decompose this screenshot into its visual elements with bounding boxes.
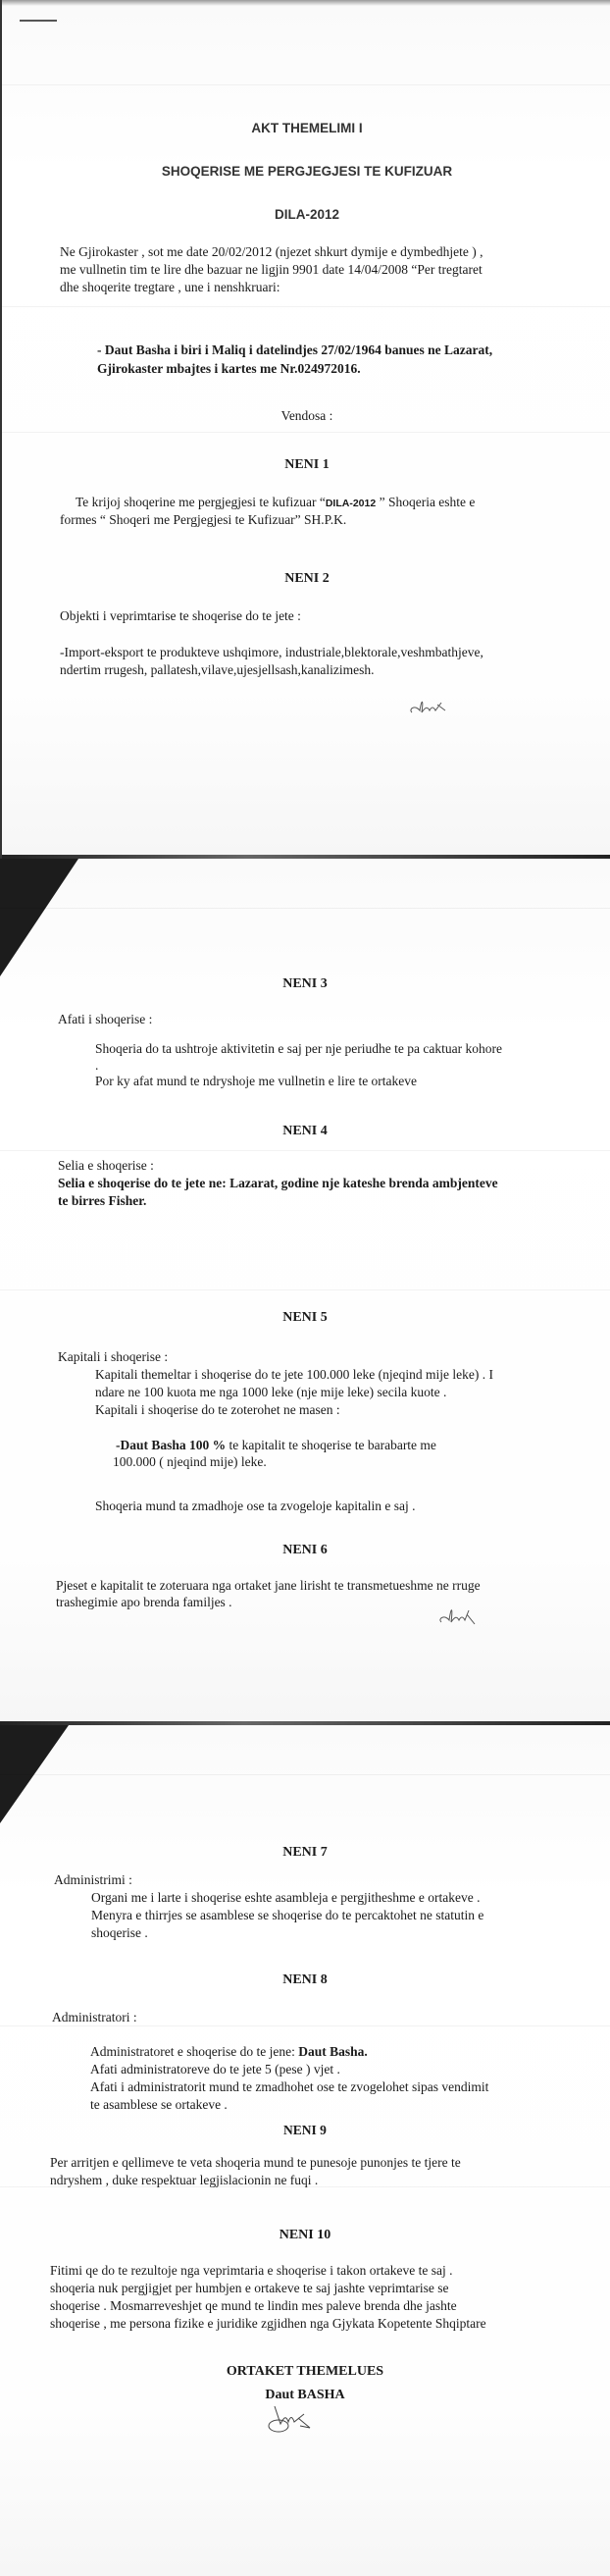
article-10-line: shoqerise . Mosmarreveshjet qe mund te lindin mes paleve brenda dhe jashte (50, 2298, 457, 2313)
share-holder: -Daut Basha 100 % (116, 1438, 227, 1452)
article-5-label: Kapitali i shoqerise : (58, 1349, 169, 1364)
document-page-2 (0, 859, 610, 1725)
founder-line: - Daut Basha i biri i Maliq i datelindjes 27/02/1964 banues ne Lazarat, (97, 342, 493, 357)
article-8-label: Administratori : (52, 2010, 137, 2024)
administrator-name: Daut Basha. (298, 2044, 368, 2059)
article-7-line: Organi me i larte i shoqerise eshte asambleja e pergjitheshme e ortakeve . (91, 1890, 481, 1905)
article-heading: NENI 5 (282, 1310, 328, 1325)
intro-line: dhe shoqerite tregtare , une i nenshkruari: (60, 280, 280, 294)
scan-edge-shadow (2, 0, 610, 6)
article-5-share-line: 100.000 ( njeqind mije) leke. (113, 1454, 267, 1469)
article-6-line: Pjeset e kapitalit te zoteruara nga ortaket jane lirisht te transmetueshme ne rruge (56, 1578, 481, 1593)
article-1-text: Te krijoj shoqerine me pergjegjesi te kufizuar “ (76, 495, 326, 509)
article-2-line: ndertim rrugesh, pallatesh,vilave,ujesjellsash,kanalizimesh. (60, 662, 375, 677)
article-heading: NENI 8 (282, 1972, 328, 1987)
article-7-line: shoqerise . (91, 1925, 148, 1940)
article-heading: NENI 2 (284, 571, 330, 586)
article-heading: NENI 10 (279, 2228, 331, 2242)
founders-heading: ORTAKET THEMELUES (226, 2364, 384, 2379)
article-2-intro: Objekti i veprimtarise te shoqerise do te jete : (60, 608, 301, 623)
scan-artifact-line (2, 306, 610, 307)
scan-artifact-line (2, 84, 610, 85)
article-8-line (90, 2044, 368, 2061)
document-page-1 (0, 0, 610, 859)
article-heading: NENI 3 (282, 976, 328, 991)
scan-artifact-line (2, 432, 610, 433)
article-10-line: Fitimi qe do te rezultoje nga veprimtaria e shoqerise i takon ortakeve te saj . (50, 2263, 453, 2278)
article-10-line: shoqeria nuk pergjigjet per humbjen e ortakeve te saj jashte veprimtarise se (50, 2281, 449, 2295)
signature-initials (437, 1603, 484, 1628)
article-heading: NENI 4 (282, 1124, 328, 1138)
share-text: te kapitalit te shoqerise te barabarte me (226, 1438, 436, 1452)
article-heading: NENI 9 (283, 2123, 327, 2137)
article-3-line: Shoqeria do ta ushtroje aktivitetin e saj per nje periudhe te pa caktuar kohore (95, 1041, 502, 1056)
article-heading: NENI 6 (282, 1543, 328, 1557)
page-fold-corner (0, 859, 78, 976)
company-name-inline: DILA-2012 (325, 498, 377, 509)
article-1-line (76, 495, 475, 512)
article-5-share (116, 1438, 436, 1454)
scan-artifact-line (0, 1774, 610, 1775)
article-8-line: Afati administratoreve do te jete 5 (pese ) vjet . (90, 2062, 340, 2077)
article-3-label: Afati i shoqerise : (58, 1012, 153, 1026)
article-7-label: Administrimi : (54, 1872, 132, 1887)
article-3-line: Por ky afat mund te ndryshoje me vullnetin e lire te ortakeve (95, 1074, 418, 1088)
article-2-line: -Import-eksport te produkteve ushqimore, industriale,blektorale,veshmbathjeve, (60, 645, 483, 659)
administrator-text: Administratoret e shoqerise do te jene: (90, 2044, 299, 2059)
intro-line: me vullnetin tim te lire dhe bazuar ne ligjin 9901 date 14/04/2008 “Per tregtaret (60, 262, 483, 277)
decided-label: Vendosa : (280, 408, 333, 423)
article-5-closing: Shoqeria mund ta zmadhoje ose ta zvogeloje kapitalin e saj . (95, 1498, 416, 1513)
scan-artifact-line (0, 1150, 610, 1151)
article-1-line: formes “ Shoqeri me Pergjegjesi te Kufizuar” SH.P.K. (60, 512, 347, 527)
scan-mark (20, 20, 57, 22)
founder-signature (265, 2404, 324, 2436)
article-8-line: te asamblese se ortakeve . (90, 2097, 228, 2112)
intro-line: Ne Gjirokaster , sot me date 20/02/2012 (njezet shkurt dymije e dymbedhjete ) , (60, 244, 483, 259)
article-10-line: shoqerise , me persona fizike e juridike zgjidhen nga Gjykata Kopetente Shqiptare (50, 2316, 486, 2331)
article-8-line: Afati i administratorit mund te zmadhohet ose te zvogelohet sipas vendimit (90, 2079, 489, 2094)
article-heading: NENI 1 (284, 457, 330, 472)
article-heading: NENI 7 (282, 1845, 328, 1860)
article-4-label: Selia e shoqerise : (58, 1158, 154, 1173)
article-5-line: Kapitali i shoqerise do te zoterohet ne masen : (95, 1402, 340, 1417)
article-7-line: Menyra e thirrjes se asamblese se shoqerise do te percaktohet ne statutin e (91, 1908, 484, 1922)
article-5-line: ndare ne 100 kuota me nga 1000 leke (nje mije leke) secila kuote . (95, 1385, 447, 1399)
company-name: DILA-2012 (274, 207, 340, 222)
scan-artifact-line (0, 1289, 610, 1290)
founder-name: Daut BASHA (265, 2388, 345, 2402)
document-title: AKT THEMELIMI I (251, 121, 363, 135)
founder-line: Gjirokaster mbajtes i kartes me Nr.024972016. (97, 361, 361, 376)
article-9-line: ndryshem , duke respektuar legjislacionin ne fuqi . (50, 2173, 319, 2187)
article-4-line: te birres Fisher. (58, 1193, 147, 1208)
article-6-line: trashegimie apo brenda familjes . (56, 1595, 232, 1609)
article-4-line: Selia e shoqerise do te jete ne: Lazarat, godine nje kateshe brenda ambjenteve (58, 1176, 498, 1190)
scan-artifact-line (0, 908, 610, 909)
article-5-line: Kapitali themeltar i shoqerise do te jete 100.000 leke (njeqind mije leke) . I (95, 1367, 493, 1382)
signature-initials (406, 695, 453, 718)
article-9-line: Per arritjen e qellimeve te veta shoqeria mund te punesoje punonjes te tjere te (50, 2155, 461, 2170)
document-subtitle: SHOQERISE ME PERGJEGJESI TE KUFIZUAR (161, 164, 453, 179)
document-page-3 (0, 1725, 610, 2576)
article-1-text: ” Shoqeria eshte e (376, 495, 476, 509)
article-3-line: . (95, 1058, 99, 1073)
